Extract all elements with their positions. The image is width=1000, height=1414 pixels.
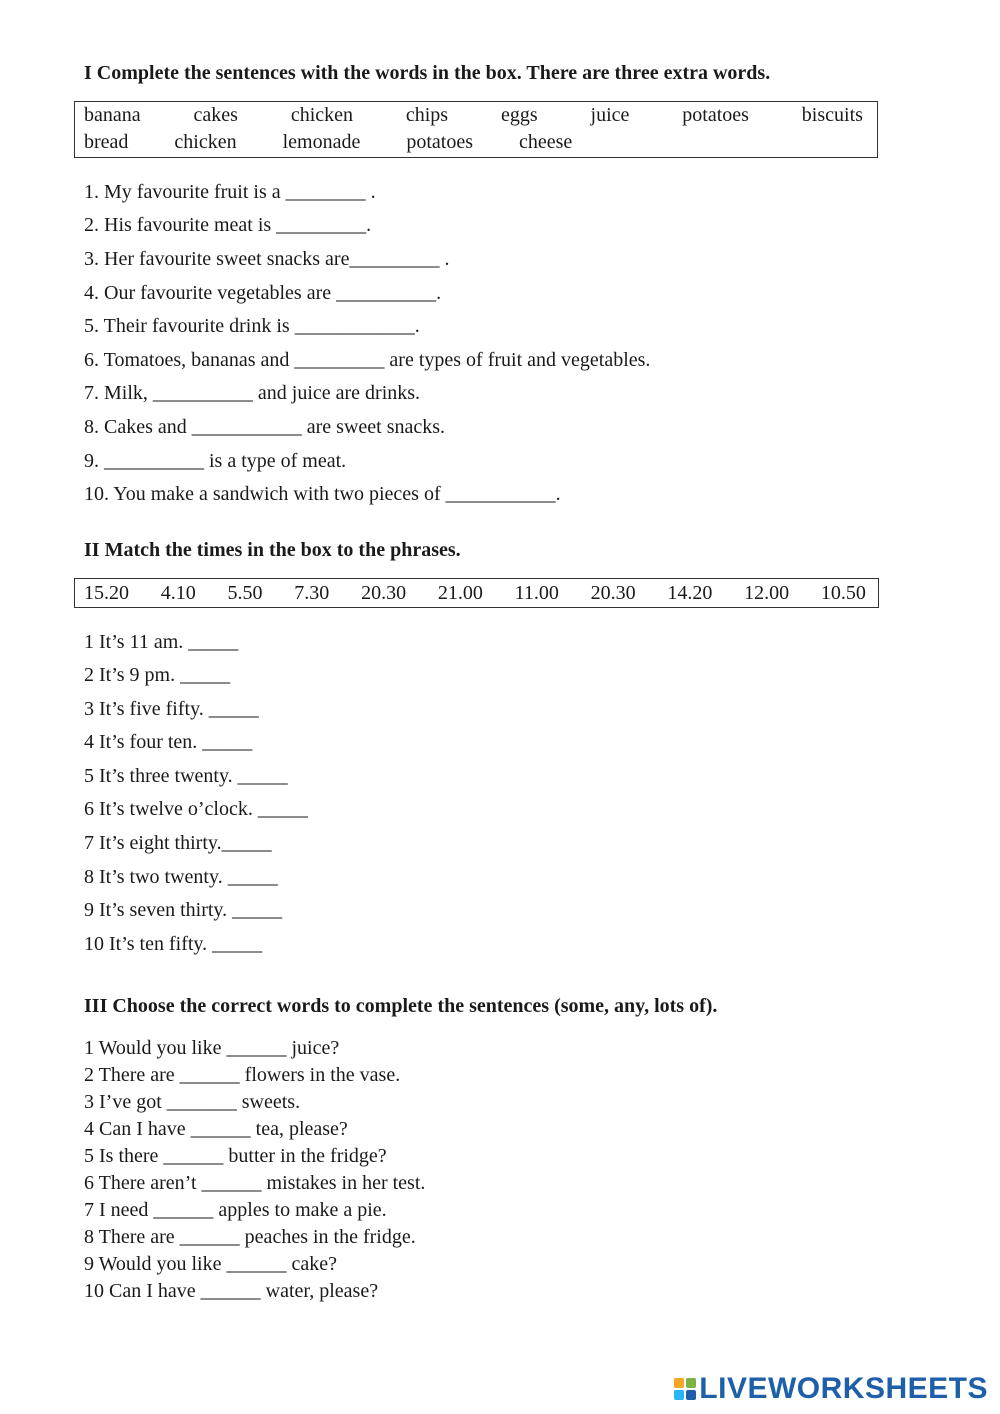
word-box-row-2 xyxy=(75,129,877,156)
section-2-phrase: 6 It’s twelve o’clock. _____ xyxy=(84,798,308,820)
word-item: banana xyxy=(84,104,141,126)
section-3-sentence: 4 Can I have ______ tea, please? xyxy=(84,1118,348,1140)
time-item: 21.00 xyxy=(437,581,483,604)
word-item: cakes xyxy=(193,104,238,126)
section-2-phrase: 9 It’s seven thirty. _____ xyxy=(84,899,283,921)
section-2-title: II Match the times in the box to the phrases. xyxy=(84,539,461,561)
section-3-sentence: 2 There are ______ flowers in the vase. xyxy=(84,1064,401,1086)
word-item: bread xyxy=(84,131,129,153)
section-2-phrase: 1 It’s 11 am. _____ xyxy=(84,631,239,653)
time-item: 12.00 xyxy=(744,581,790,604)
time-item: 15.20 xyxy=(84,581,129,604)
section-1-sentence: 5. Their favourite drink is ____________. xyxy=(84,315,420,337)
section-1-sentence: 7. Milk, __________ and juice are drinks. xyxy=(84,382,421,404)
time-item: 20.30 xyxy=(590,581,636,604)
word-box-row-1 xyxy=(75,102,877,129)
logo-square xyxy=(674,1390,684,1400)
section-1-sentence: 6. Tomatoes, bananas and _________ are types of fruit and vegetables. xyxy=(84,349,651,371)
word-item: chips xyxy=(405,104,449,126)
word-item: chicken xyxy=(290,104,353,126)
word-item: potatoes xyxy=(682,104,749,126)
time-item: 11.00 xyxy=(514,581,559,604)
word-item: lemonade xyxy=(282,131,361,153)
section-2-phrase: 8 It’s two twenty. _____ xyxy=(84,866,278,888)
section-1-sentence: 10. You make a sandwich with two pieces of ___________. xyxy=(84,483,561,505)
section-3-sentence: 3 I’ve got _______ sweets. xyxy=(84,1091,301,1113)
word-item: biscuits xyxy=(801,104,863,126)
logo-squares-icon xyxy=(674,1378,696,1400)
section-3-sentence: 1 Would you like ______ juice? xyxy=(84,1037,340,1059)
section-2-phrase: 2 It’s 9 pm. _____ xyxy=(84,664,231,686)
liveworksheets-logo xyxy=(674,1372,988,1406)
section-3-sentence: 10 Can I have ______ water, please? xyxy=(84,1280,379,1302)
logo-square xyxy=(686,1390,696,1400)
section-3-sentence: 9 Would you like ______ cake? xyxy=(84,1253,337,1275)
word-box xyxy=(74,101,878,158)
time-item: 14.20 xyxy=(667,581,713,604)
logo-text: LIVEWORKSHEETS xyxy=(699,1372,988,1405)
word-item: cheese xyxy=(519,131,573,153)
word-item: chicken xyxy=(174,131,237,153)
word-item: eggs xyxy=(500,104,538,126)
section-1-sentence: 8. Cakes and ___________ are sweet snacks. xyxy=(84,416,446,438)
section-3-sentence: 8 There are ______ peaches in the fridge. xyxy=(84,1226,416,1248)
section-1-sentence: 2. His favourite meat is _________. xyxy=(84,214,372,236)
time-item: 5.50 xyxy=(227,581,263,604)
section-1-sentence: 3. Her favourite sweet snacks are_________ . xyxy=(84,248,450,270)
word-item: juice xyxy=(590,104,630,126)
section-3-sentence: 5 Is there ______ butter in the fridge? xyxy=(84,1145,387,1167)
section-2-phrase: 4 It’s four ten. _____ xyxy=(84,731,253,753)
section-2-phrase: 3 It’s five fifty. _____ xyxy=(84,698,259,720)
word-item: potatoes xyxy=(406,131,474,153)
logo-square xyxy=(686,1378,696,1388)
time-item: 20.30 xyxy=(361,581,407,604)
section-1-title: I Complete the sentences with the words in the box. There are three extra words. xyxy=(84,62,771,84)
section-2-phrase: 5 It’s three twenty. _____ xyxy=(84,765,288,787)
time-item: 7.30 xyxy=(294,581,330,604)
section-2-phrase: 10 It’s ten fifty. _____ xyxy=(84,933,263,955)
section-3-sentence: 6 There aren’t ______ mistakes in her test. xyxy=(84,1172,426,1194)
section-3-sentence: 7 I need ______ apples to make a pie. xyxy=(84,1199,387,1221)
section-1-sentence: 1. My favourite fruit is a ________ . xyxy=(84,181,376,203)
section-1-sentence: 9. __________ is a type of meat. xyxy=(84,450,347,472)
section-3-title: III Choose the correct words to complete the sentences (some, any, lots of). xyxy=(84,995,718,1017)
time-box xyxy=(74,578,879,608)
section-1-sentence: 4. Our favourite vegetables are __________. xyxy=(84,282,442,304)
time-item: 10.50 xyxy=(820,581,866,604)
section-2-phrase: 7 It’s eight thirty._____ xyxy=(84,832,272,854)
logo-square xyxy=(674,1378,684,1388)
time-item: 4.10 xyxy=(160,581,196,604)
